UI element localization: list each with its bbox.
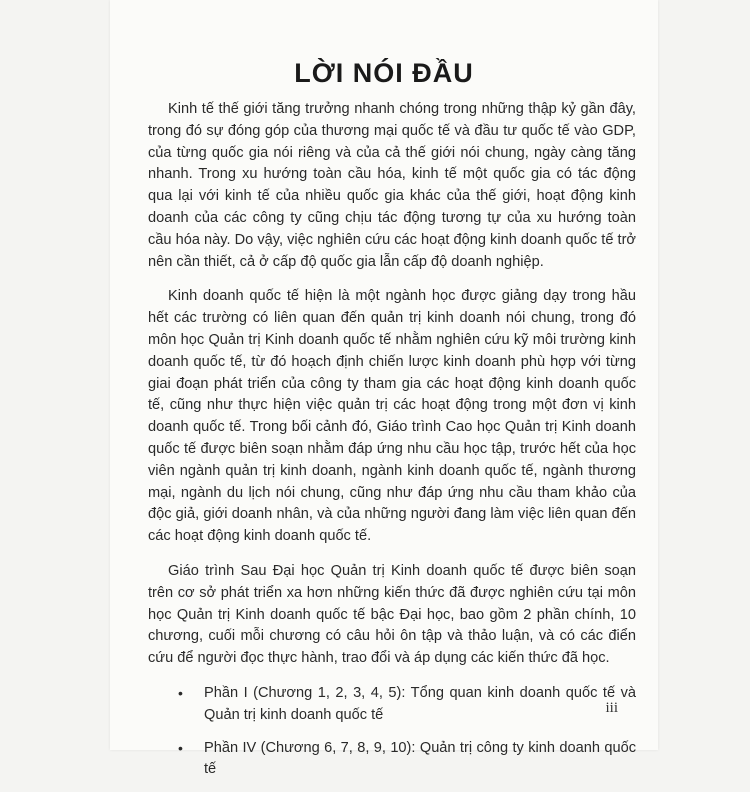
bullet-icon: • xyxy=(178,684,183,701)
list-item xyxy=(148,738,636,782)
book-page xyxy=(110,0,658,778)
page-body xyxy=(148,99,636,792)
part-list xyxy=(148,683,636,781)
list-item-text: Phần I (Chương 1, 2, 3, 4, 5): Tổng quan kinh doanh quốc tế và Quản trị kinh doanh quốc tế xyxy=(204,684,636,723)
page-title: LỜI NÓI ĐẦU xyxy=(294,58,474,88)
bullet-icon: • xyxy=(178,739,183,756)
paragraph-1: Kinh tế thế giới tăng trưởng nhanh chóng trong những thập kỷ gần đây, trong đó sự đóng góp của thương mại quốc tế và đầu tư quốc tế vào GDP, của từng quốc gia nói riêng và của cả thế giới nói chung, ngày càng tăng nhanh. Trong xu hướng toàn cầu hóa, kinh tế một quốc gia có tác động qua lại với kinh tế của nhiều quốc gia khác của thế giới, hoạt động kinh doanh của các công ty cũng chịu tác động tương tự của xu hướng toàn cầu hóa này. Do vậy, việc nghiên cứu các hoạt động kinh doanh quốc tế trở nên cần thiết, cả ở cấp độ quốc gia lẫn cấp độ doanh nghiệp. xyxy=(148,101,636,270)
paragraph-2: Kinh doanh quốc tế hiện là một ngành học được giảng dạy trong hầu hết các trường có liên quan đến quản trị kinh doanh nói chung, trong đó môn học Quản trị Kinh doanh quốc tế nhằm nghiên cứu kỹ môi trường kinh doanh quốc tế, từ đó hoạch định chiến lược kinh doanh phù hợp với từng giai đoạn phát triển của công ty tham gia các hoạt động kinh doanh quốc tế, cũng như thực hiện việc quản trị các hoạt động trong một đơn vị kinh doanh quốc tế. Trong bối cảnh đó, Giáo trình Cao học Quản trị Kinh doanh quốc tế được biên soạn nhằm đáp ứng nhu cầu học tập, trước hết của học viên ngành quản trị kinh doanh, ngành kinh doanh quốc tế, ngành thương mại, ngành du lịch nói chung, cũng như đáp ứng nhu cầu tham khảo của độc giả, giới doanh nhân, và của những người đang làm việc liên quan đến các hoạt động kinh doanh quốc tế. xyxy=(148,288,636,545)
list-item xyxy=(148,683,636,727)
list-item-text: Phần IV (Chương 6, 7, 8, 9, 10): Quản trị công ty kinh doanh quốc tế xyxy=(204,739,636,778)
page-number: iii xyxy=(605,700,618,716)
paragraph-3: Giáo trình Sau Đại học Quản trị Kinh doanh quốc tế được biên soạn trên cơ sở phát triển xa hơn những kiến thức đã được nghiên cứu tại môn học Quản trị Kinh doanh quốc tế bậc Đại học, bao gồm 2 phần chính, 10 chương, cuối mỗi chương có câu hỏi ôn tập và thảo luận, và có các điển cứu để người đọc thực hành, trao đổi và áp dụng các kiến thức đã học. xyxy=(148,562,636,667)
